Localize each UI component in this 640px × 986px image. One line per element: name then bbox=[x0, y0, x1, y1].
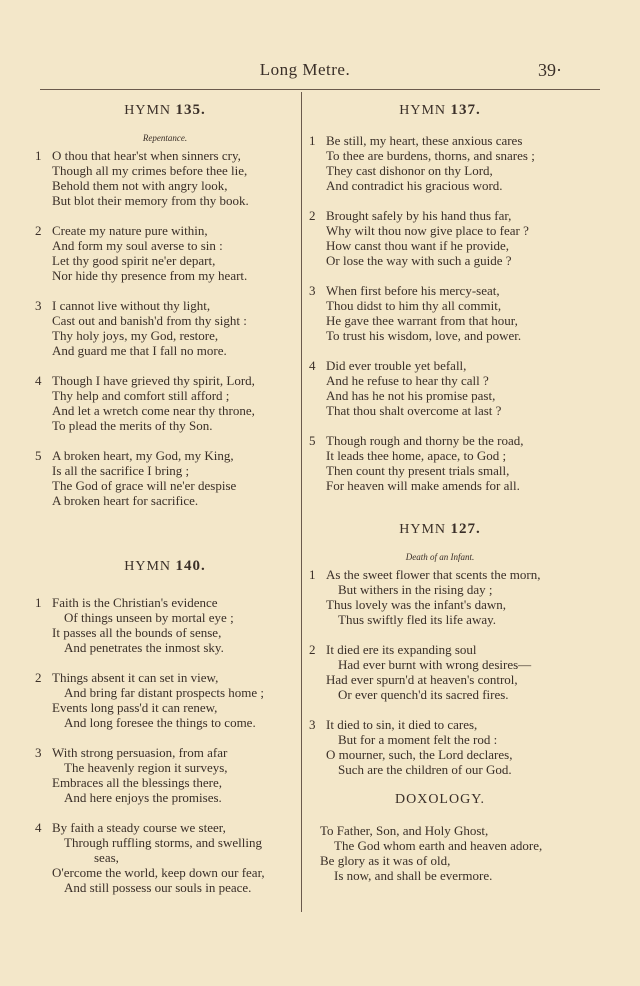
verse-line: And form my soul averse to sin : bbox=[52, 238, 223, 253]
stanza bbox=[306, 208, 574, 268]
verse-line: Embraces all the blessings there, bbox=[52, 775, 223, 790]
hymn-heading bbox=[32, 559, 298, 579]
verse-line: Thy holy joys, my God, restore, bbox=[52, 328, 219, 343]
verse-line: The heavenly region it surveys, bbox=[64, 760, 228, 775]
running-title: Long Metre. bbox=[259, 60, 351, 79]
stanza bbox=[306, 358, 574, 418]
verse-line: Had ever burnt with wrong desires— bbox=[338, 657, 532, 672]
verse-line: And has he not his promise past, bbox=[326, 388, 496, 403]
stanza-number: 2 bbox=[35, 670, 42, 685]
verse-line: And still possess our souls in peace. bbox=[64, 880, 252, 895]
verse-line: Thus swiftly fled its life away. bbox=[338, 612, 497, 627]
verse-line: Faith is the Christian's evidence bbox=[52, 595, 218, 610]
verse-line: Thy help and comfort still afford ; bbox=[52, 388, 230, 403]
stanza-number: 4 bbox=[35, 820, 42, 835]
verse-line: A broken heart, my God, my King, bbox=[52, 448, 234, 463]
verse-line: And contradict his gracious word. bbox=[326, 178, 503, 193]
stanza bbox=[306, 717, 574, 777]
stanza-number: 2 bbox=[309, 642, 316, 657]
hymn-label: HYMN bbox=[399, 103, 447, 118]
stanza-number: 1 bbox=[309, 133, 316, 148]
stanza-number: 5 bbox=[35, 448, 42, 463]
verse-line: But withers in the rising day ; bbox=[338, 582, 493, 597]
verse-line: To thee are burdens, thorns, and snares ; bbox=[326, 148, 535, 163]
verse-line: Had ever spurn'd at heaven's control, bbox=[326, 672, 518, 687]
hymn-heading bbox=[306, 103, 574, 123]
stanza-number: 1 bbox=[309, 567, 316, 582]
verse-line: Thou didst to him thy all commit, bbox=[326, 298, 502, 313]
verse-line: Through ruffling storms, and swelling bbox=[64, 835, 262, 850]
verse-line: Cast out and banish'd from thy sight : bbox=[52, 313, 247, 328]
verse-line: And guard me that I fall no more. bbox=[52, 343, 227, 358]
verse-line: To plead the merits of thy Son. bbox=[52, 418, 213, 433]
verse-line: Things absent it can set in view, bbox=[52, 670, 219, 685]
verse-line: Then count thy present trials small, bbox=[326, 463, 510, 478]
verse-line: The God whom earth and heaven adore, bbox=[334, 838, 543, 853]
stanza bbox=[32, 595, 298, 655]
verse-line: That thou shalt overcome at last ? bbox=[326, 403, 502, 418]
verse-line: Or ever quench'd its sacred fires. bbox=[338, 687, 509, 702]
hymn-number: 137. bbox=[450, 102, 481, 118]
verse-line: To trust his wisdom, love, and power. bbox=[326, 328, 522, 343]
verse-line: I cannot live without thy light, bbox=[52, 298, 211, 313]
stanza bbox=[32, 820, 298, 895]
stanza bbox=[32, 298, 298, 358]
verse-line: And here enjoys the promises. bbox=[64, 790, 222, 805]
verse-line: And let a wretch come near thy throne, bbox=[52, 403, 255, 418]
stanza-number: 1 bbox=[35, 148, 42, 163]
verse-line: O thou that hear'st when sinners cry, bbox=[52, 148, 241, 163]
verse-line: Brought safely by his hand thus far, bbox=[326, 208, 512, 223]
verse-line: And he refuse to hear thy call ? bbox=[326, 373, 489, 388]
stanza-number: 3 bbox=[35, 745, 42, 760]
verse-line: Is now, and shall be evermore. bbox=[334, 868, 493, 883]
stanza bbox=[306, 283, 574, 343]
stanza bbox=[306, 567, 574, 627]
verse-line: For heaven will make amends for all. bbox=[326, 478, 520, 493]
verse-line: But blot their memory from thy book. bbox=[52, 193, 249, 208]
header-rule bbox=[40, 89, 600, 90]
stanza bbox=[306, 133, 574, 193]
stanza bbox=[306, 642, 574, 702]
stanza-number: 4 bbox=[309, 358, 316, 373]
verse-line: It died ere its expanding soul bbox=[326, 642, 477, 657]
verse-line: And long foresee the things to come. bbox=[64, 715, 256, 730]
verse-line: He gave thee warrant from that hour, bbox=[326, 313, 518, 328]
hymn-heading bbox=[306, 522, 574, 542]
verse-line: O mourner, such, the Lord declares, bbox=[326, 747, 513, 762]
hymn-label: HYMN bbox=[124, 559, 172, 574]
verse-line: Though I have grieved thy spirit, Lord, bbox=[52, 373, 255, 388]
stanza bbox=[32, 670, 298, 730]
stanza bbox=[306, 433, 574, 493]
verse-line: It leads thee home, apace, to God ; bbox=[326, 448, 507, 463]
hymn-label: HYMN bbox=[399, 522, 447, 537]
doxology-stanza bbox=[306, 823, 574, 883]
hymn-label: HYMN bbox=[124, 103, 172, 118]
verse-line: How canst thou want if he provide, bbox=[326, 238, 510, 253]
right-column bbox=[306, 103, 574, 898]
hymn-subtitle: Repentance. bbox=[142, 133, 188, 143]
verse-line: Of things unseen by mortal eye ; bbox=[64, 610, 234, 625]
verse-line: Thus lovely was the infant's dawn, bbox=[326, 597, 506, 612]
verse-line: Create my nature pure within, bbox=[52, 223, 208, 238]
verse-line: And penetrates the inmost sky. bbox=[64, 640, 224, 655]
hymn-subtitle: Death of an Infant. bbox=[405, 552, 475, 562]
column-divider bbox=[301, 92, 302, 912]
stanza bbox=[32, 148, 298, 208]
verse-line: seas, bbox=[94, 850, 119, 865]
stanza-number: 5 bbox=[309, 433, 316, 448]
stanza bbox=[32, 745, 298, 805]
stanza bbox=[32, 373, 298, 433]
stanza-number: 3 bbox=[309, 717, 316, 732]
hymn-heading bbox=[32, 103, 298, 123]
verse-line: It died to sin, it died to cares, bbox=[326, 717, 478, 732]
verse-line: With strong persuasion, from afar bbox=[52, 745, 228, 760]
stanza bbox=[32, 448, 298, 508]
verse-line: Though rough and thorny be the road, bbox=[326, 433, 524, 448]
verse-line: And bring far distant prospects home ; bbox=[64, 685, 265, 700]
verse-line: Be glory as it was of old, bbox=[320, 853, 451, 868]
verse-line: Such are the children of our God. bbox=[338, 762, 512, 777]
verse-line: They cast dishonor on thy Lord, bbox=[326, 163, 493, 178]
verse-line: O'ercome the world, keep down our fear, bbox=[52, 865, 265, 880]
verse-line: Let thy good spirit ne'er depart, bbox=[52, 253, 216, 268]
verse-line: When first before his mercy-seat, bbox=[326, 283, 500, 298]
verse-line: Behold them not with angry look, bbox=[52, 178, 228, 193]
hymn-number: 135. bbox=[175, 102, 206, 118]
left-column bbox=[32, 103, 298, 910]
stanza-number: 2 bbox=[309, 208, 316, 223]
verse-line: Did ever trouble yet befall, bbox=[326, 358, 467, 373]
verse-line: Events long pass'd it can renew, bbox=[52, 700, 218, 715]
verse-line: By faith a steady course we steer, bbox=[52, 820, 226, 835]
verse-line: Why wilt thou now give place to fear ? bbox=[326, 223, 529, 238]
verse-line: Nor hide thy presence from my heart. bbox=[52, 268, 248, 283]
verse-line: To Father, Son, and Holy Ghost, bbox=[320, 823, 489, 838]
hymn-number: 127. bbox=[450, 521, 481, 537]
verse-line: It passes all the bounds of sense, bbox=[52, 625, 222, 640]
verse-line: A broken heart for sacrifice. bbox=[52, 493, 199, 508]
stanza-number: 4 bbox=[35, 373, 42, 388]
doxology-title: DOXOLOGY. bbox=[394, 792, 486, 807]
stanza-number: 1 bbox=[35, 595, 42, 610]
running-head bbox=[0, 58, 640, 82]
hymn-number: 140. bbox=[175, 558, 206, 574]
verse-line: As the sweet flower that scents the morn, bbox=[326, 567, 541, 582]
verse-line: Though all my crimes before thee lie, bbox=[52, 163, 248, 178]
verse-line: Or lose the way with such a guide ? bbox=[326, 253, 512, 268]
verse-line: The God of grace will ne'er despise bbox=[52, 478, 237, 493]
page-number: 39· bbox=[538, 60, 562, 80]
verse-line: But for a moment felt the rod : bbox=[338, 732, 498, 747]
stanza-number: 3 bbox=[35, 298, 42, 313]
stanza-number: 2 bbox=[35, 223, 42, 238]
verse-line: Be still, my heart, these anxious cares bbox=[326, 133, 523, 148]
verse-line: Is all the sacrifice I bring ; bbox=[52, 463, 190, 478]
stanza bbox=[32, 223, 298, 283]
stanza-number: 3 bbox=[309, 283, 316, 298]
